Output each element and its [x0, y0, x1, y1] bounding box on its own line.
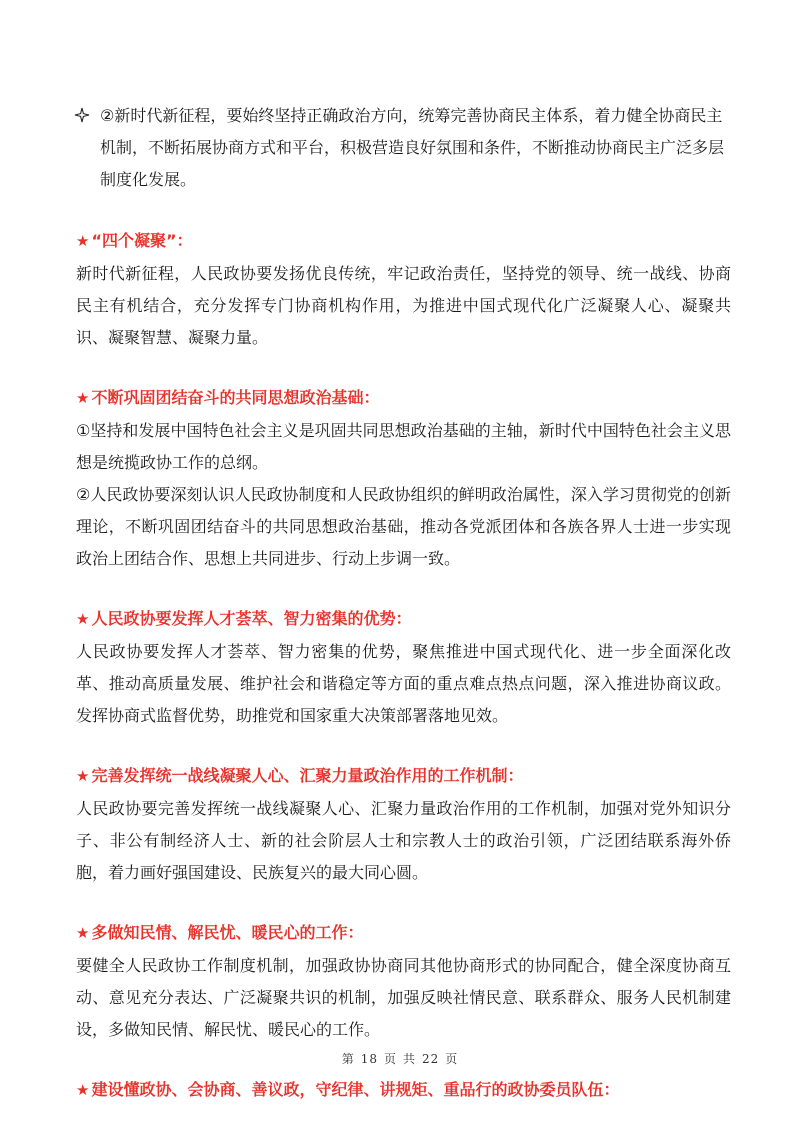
total-page-number: 22 [422, 1052, 440, 1066]
section-paragraph: ②人民政协要深刻认识人民政协制度和人民政协组织的鲜明政治属性，深入学习贯彻党的创新理论，不断巩固团结奋斗的共同思想政治基础，推动各党派团体和各族各界人士进一步实现政治上团结合作、思想上共同进步、行动上步调一致。 [76, 485, 731, 568]
section-paragraph: ①坚持和发展中国特色社会主义是巩固共同思想政治基础的主轴，新时代中国特色社会主义思想是统揽政协工作的总纲。 [76, 421, 731, 472]
star-icon: ★ [76, 767, 90, 785]
star-icon: ★ [76, 1081, 90, 1099]
section-heading [76, 1073, 731, 1107]
section-four-cohesions [76, 224, 731, 354]
intro-bullet-item [76, 100, 731, 196]
section-paragraph: 人民政协要发挥人才荟萃、智力密集的优势，聚焦推进中国式现代化、进一步全面深化改革、推动高质量发展、维护社会和谐稳定等方面的重点难点热点问题，深入推进协商议政。发挥协商式监督优势，助推党和国家重大决策部署落地见效。 [76, 642, 731, 725]
section-heading [76, 381, 731, 415]
section-heading-text: 建设懂政协、会协商、善议政，守纪律、讲规矩、重品行的政协委员队伍： [91, 1080, 620, 1099]
section-paragraph: 要健全人民政协工作制度机制，加强政协协商同其他协商形式的协同配合，健全深度协商互动、意见充分表达、广泛凝聚共识的机制，加强反映社情民意、联系群众、服务人民机制建设，多做知民情、解民忧、暖民心的工作。 [76, 956, 731, 1039]
star-icon: ★ [76, 232, 90, 250]
section-heading [76, 759, 731, 793]
section-people-work [76, 916, 731, 1046]
section-heading-text: “四个凝聚”： [91, 231, 193, 250]
page-content [76, 100, 731, 1134]
star-icon: ★ [76, 610, 90, 628]
current-page-number: 18 [360, 1052, 378, 1066]
page-number-footer: 第 18 页 共 22 页 [341, 1052, 459, 1066]
intro-text: ②新时代新征程，要始终坚持正确政治方向，统筹完善协商民主体系，着力健全协商民主机制，不断拓展协商方式和平台，积极营造良好氛围和条件，不断推动协商民主广泛多层制度化发展。 [100, 106, 725, 189]
section-heading-text: 不断巩固团结奋斗的共同思想政治基础： [91, 388, 380, 407]
section-talent-advantage [76, 602, 731, 732]
section-heading-text: 人民政协要发挥人才荟萃、智力密集的优势： [91, 609, 412, 628]
section-heading [76, 224, 731, 258]
star-icon: ★ [76, 924, 90, 942]
section-united-front-mechanism [76, 759, 731, 889]
section-paragraph: 人民政协要完善发挥统一战线凝聚人心、汇聚力量政治作用的工作机制，加强对党外知识分子、非公有制经济人士、新的社会阶层人士和宗教人士的政治引领，广泛团结联系海外侨胞，着力画好强国建设、民族复兴的最大同心圆。 [76, 799, 731, 882]
sparkle-icon [74, 100, 100, 132]
section-paragraph: 新时代新征程，人民政协要发扬优良传统，牢记政治责任，坚持党的领导、统一战线、协商民主有机结合，充分发挥专门协商机构作用，为推进中国式现代化广泛凝聚人心、凝聚共识、凝聚智慧、凝聚力量。 [76, 264, 731, 347]
section-heading-text: 完善发挥统一战线凝聚人心、汇聚力量政治作用的工作机制： [91, 766, 524, 785]
section-heading [76, 916, 731, 950]
section-ideological-foundation [76, 381, 731, 575]
section-heading-text: 多做知民情、解民忧、暖民心的工作： [91, 923, 364, 942]
section-member-team [76, 1073, 731, 1107]
section-heading [76, 602, 731, 636]
star-icon: ★ [76, 389, 90, 407]
